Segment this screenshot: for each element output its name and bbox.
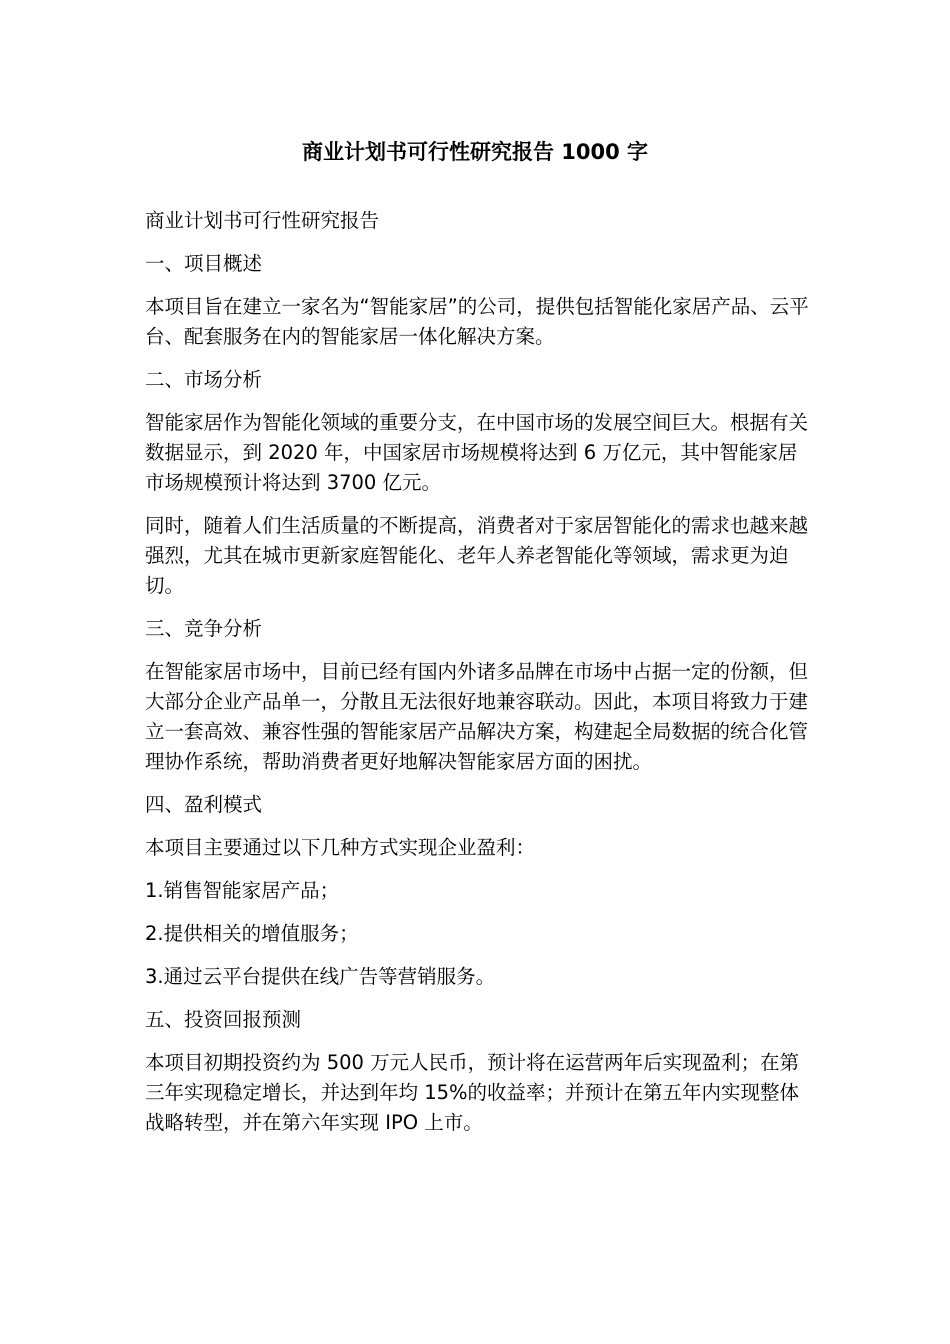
overview-paragraph: 本项目旨在建立一家名为“智能家居”的公司，提供包括智能化家居产品、云平台、配套服务在内的智能家居一体化解决方案。 — [145, 295, 809, 348]
section-heading-competition: 三、竞争分析 — [145, 617, 263, 640]
profit-list-item-3: 3.通过云平台提供在线广告等营销服务。 — [145, 965, 496, 988]
profit-intro-paragraph: 本项目主要通过以下几种方式实现企业盈利： — [145, 836, 536, 859]
investment-paragraph: 本项目初期投资约为 500 万元人民币，预计将在运营两年后实现盈利；在第三年实现稳定增长，并达到年均 15%的收益率；并预计在第五年内实现整体战略转型，并在第六年实现 IPO 上市。 — [145, 1051, 800, 1134]
market-paragraph-2: 同时，随着人们生活质量的不断提高，消费者对于家居智能化的需求也越来越强烈，尤其在城市更新家庭智能化、老年人养老智能化等领域，需求更为迫切。 — [145, 514, 809, 597]
document-title: 商业计划书可行性研究报告 1000 字 — [301, 140, 649, 164]
section-heading-overview: 一、项目概述 — [145, 252, 263, 275]
section-heading-profit-model: 四、盈利模式 — [145, 793, 263, 816]
document-body — [145, 206, 809, 1151]
section-heading-market: 二、市场分析 — [145, 368, 263, 391]
report-subtitle: 商业计划书可行性研究报告 — [145, 209, 380, 232]
profit-list-item-1: 1.销售智能家居产品； — [145, 879, 340, 902]
competition-paragraph: 在智能家居市场中，目前已经有国内外诸多品牌在市场中占据一定的份额，但大部分企业产品单一，分散且无法很好地兼容联动。因此，本项目将致力于建立一套高效、兼容性强的智能家居产品解决方案，构建起全局数据的统合化管理协作系统，帮助消费者更好地解决智能家居方面的困扰。 — [145, 660, 809, 773]
profit-list-item-2: 2.提供相关的增值服务； — [145, 922, 359, 945]
section-heading-investment-return: 五、投资回报预测 — [145, 1008, 302, 1031]
market-paragraph-1: 智能家居作为智能化领域的重要分支，在中国市场的发展空间巨大。根据有关数据显示，到 2020 年，中国家居市场规模将达到 6 万亿元，其中智能家居市场规模预计将达到 3700 亿元。 — [145, 411, 809, 494]
